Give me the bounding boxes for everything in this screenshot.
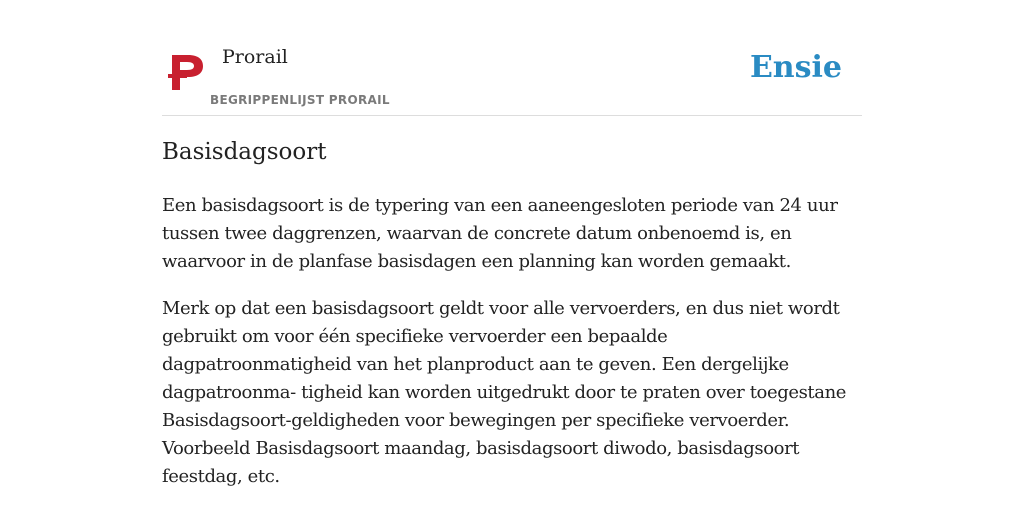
definition-paragraph: Merk op dat een basisdagsoort geldt voor alle vervoerders, en dus niet wordt gebruikt om voor één specifieke vervoerder een bepaalde dagpatroonmatigheid van het planproduct aan te geven. Een dergelijke dagpatroonma- tigheid kan worden uitgedrukt door te praten over toegestane Basisdagsoort-geldigheden voor bewegingen per specifieke vervoerder. Voorbeeld Basisdagsoort maandag, basisdagsoort diwodo, basisdagsoort feestdag, etc.	[162, 298, 847, 487]
prorail-logo-icon[interactable]	[168, 52, 206, 94]
ensie-brand-link[interactable]: Ensie	[749, 50, 842, 85]
term-title: Basisdagsoort	[162, 139, 327, 165]
source-name[interactable]: Prorail	[222, 46, 288, 68]
definition-body	[162, 192, 862, 510]
source-subtitle[interactable]: BEGRIPPENLIJST PRORAIL	[210, 93, 390, 107]
header-divider	[162, 115, 862, 116]
definition-paragraph: Een basisdagsoort is de typering van een aaneengesloten periode van 24 uur tussen twee daggrenzen, waarvan de concrete datum onbenoemd is, en waarvoor in de planfase basisdagen een planning kan worden gemaakt.	[162, 195, 838, 272]
